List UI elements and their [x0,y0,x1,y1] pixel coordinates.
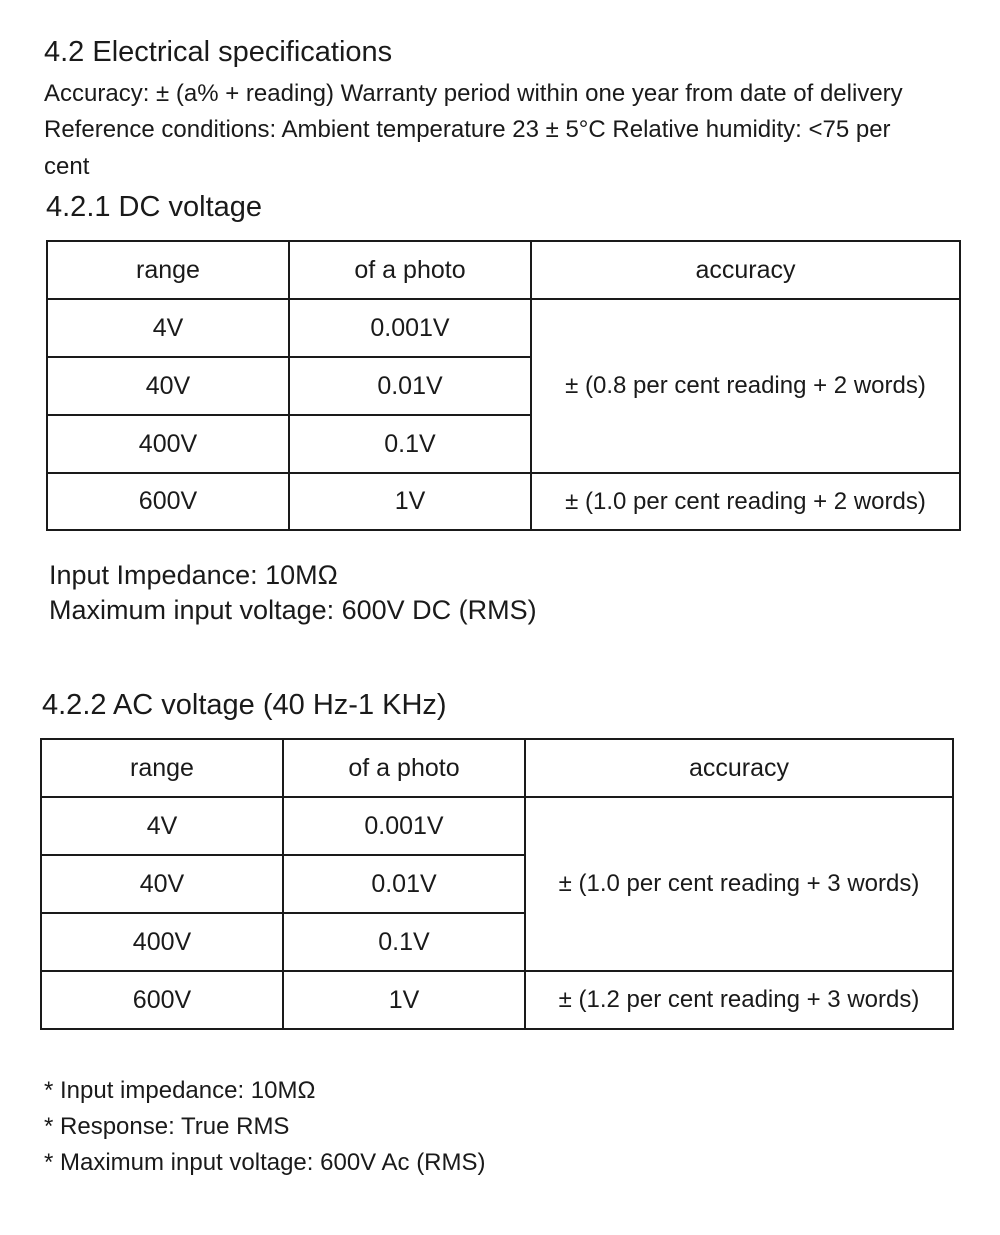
ac-note-response: * Response: True RMS [44,1113,290,1140]
range-cell: 4V [41,797,283,855]
reference-line-continued: cent [44,153,90,180]
ac-voltage-title: 4.2.2 AC voltage (40 Hz-1 KHz) [42,689,447,721]
header-range: range [41,739,283,797]
reference-line: Reference conditions: Ambient temperature 23 ± 5°C Relative humidity: <75 per [44,116,891,143]
range-cell: 600V [47,473,289,530]
section-title: 4.2 Electrical specifications [44,36,393,68]
table-row [41,797,953,855]
table-row [47,299,960,357]
range-cell: 400V [47,415,289,473]
header-accuracy: accuracy [525,739,953,797]
accuracy-cell: ± (1.0 per cent reading + 3 words) [525,797,953,971]
table-row [47,473,960,530]
accuracy-cell: ± (0.8 per cent reading + 2 words) [531,299,960,473]
ac-note-max-input-voltage: * Maximum input voltage: 600V Ac (RMS) [44,1149,486,1176]
resolution-cell: 0.01V [289,357,531,415]
dc-voltage-table [46,240,961,531]
dc-voltage-title: 4.2.1 DC voltage [46,191,263,223]
range-cell: 4V [47,299,289,357]
ac-note-input-impedance: * Input impedance: 10MΩ [44,1077,316,1104]
range-cell: 600V [41,971,283,1029]
ac-voltage-table [40,738,954,1030]
range-cell: 400V [41,913,283,971]
header-resolution: of a photo [283,739,525,797]
header-range: range [47,241,289,299]
accuracy-cell: ± (1.0 per cent reading + 2 words) [531,473,960,530]
resolution-cell: 0.01V [283,855,525,913]
resolution-cell: 0.001V [289,299,531,357]
header-accuracy: accuracy [531,241,960,299]
dc-max-input-voltage: Maximum input voltage: 600V DC (RMS) [49,595,537,625]
resolution-cell: 1V [289,473,531,530]
accuracy-line: Accuracy: ± (a% + reading) Warranty period within one year from date of delivery [44,80,903,107]
range-cell: 40V [41,855,283,913]
resolution-cell: 0.001V [283,797,525,855]
table-row [41,971,953,1029]
range-cell: 40V [47,357,289,415]
resolution-cell: 1V [283,971,525,1029]
table-header-row [47,241,960,299]
header-resolution: of a photo [289,241,531,299]
accuracy-cell: ± (1.2 per cent reading + 3 words) [525,971,953,1029]
dc-input-impedance: Input Impedance: 10MΩ [49,560,338,590]
resolution-cell: 0.1V [283,913,525,971]
table-header-row [41,739,953,797]
resolution-cell: 0.1V [289,415,531,473]
